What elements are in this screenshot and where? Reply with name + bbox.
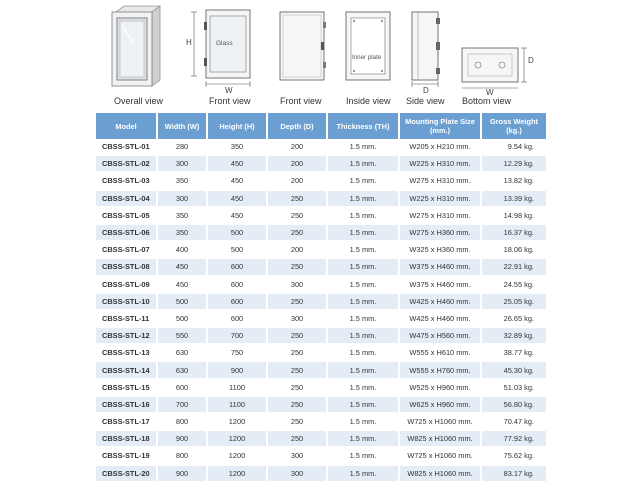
- weight-cell: 13.39 kg.: [482, 191, 546, 208]
- bottom-view-caption: Bottom view: [462, 96, 512, 106]
- table-row: [96, 311, 546, 328]
- weight-cell: 25.05 kg.: [482, 294, 546, 311]
- header-depth: Depth (D): [268, 113, 328, 139]
- thickness-cell: 1.5 mm.: [328, 242, 400, 259]
- header-gross-weight: Gross Weight (kg.): [482, 113, 546, 139]
- thickness-cell: 1.5 mm.: [328, 414, 400, 431]
- mounting-plate-cell: W725 x H1060 mm.: [400, 414, 482, 431]
- thickness-cell: 1.5 mm.: [328, 208, 400, 225]
- height-cell: 1100: [208, 397, 268, 414]
- height-cell: 750: [208, 345, 268, 362]
- thickness-cell: 1.5 mm.: [328, 156, 400, 173]
- thickness-cell: 1.5 mm.: [328, 311, 400, 328]
- table-row: [96, 225, 546, 242]
- width-cell: 400: [158, 242, 208, 259]
- weight-cell: 12.29 kg.: [482, 156, 546, 173]
- height-cell: 500: [208, 242, 268, 259]
- depth-cell: 200: [268, 242, 328, 259]
- thickness-cell: 1.5 mm.: [328, 225, 400, 242]
- table-row: [96, 328, 546, 345]
- weight-cell: 22.91 kg.: [482, 259, 546, 276]
- model-cell: CBSS-STL-10: [96, 294, 158, 311]
- depth-cell: 200: [268, 156, 328, 173]
- thickness-cell: 1.5 mm.: [328, 259, 400, 276]
- thickness-cell: 1.5 mm.: [328, 173, 400, 190]
- table-row: [96, 362, 546, 379]
- depth-cell: 250: [268, 345, 328, 362]
- model-cell: CBSS-STL-09: [96, 277, 158, 294]
- width-dimension-label: W: [225, 86, 233, 95]
- table-row: [96, 448, 546, 465]
- width-cell: 350: [158, 208, 208, 225]
- weight-cell: 38.77 kg.: [482, 345, 546, 362]
- model-cell: CBSS-STL-11: [96, 311, 158, 328]
- width-cell: 300: [158, 191, 208, 208]
- mounting-plate-cell: W825 x H1060 mm.: [400, 431, 482, 448]
- weight-cell: 32.89 kg.: [482, 328, 546, 345]
- glass-label: Glass: [216, 40, 233, 47]
- thickness-cell: 1.5 mm.: [328, 362, 400, 379]
- table-row: [96, 466, 546, 483]
- model-cell: CBSS-STL-07: [96, 242, 158, 259]
- model-cell: CBSS-STL-18: [96, 431, 158, 448]
- width-cell: 450: [158, 259, 208, 276]
- front-view-glass-illustration: [186, 4, 258, 94]
- height-cell: 1200: [208, 466, 268, 483]
- width-cell: 500: [158, 294, 208, 311]
- front-view-illustration: [276, 4, 330, 84]
- table-row: [96, 380, 546, 397]
- header-thickness: Thickness (TH): [328, 113, 400, 139]
- depth-cell: 250: [268, 380, 328, 397]
- height-cell: 1200: [208, 414, 268, 431]
- thickness-cell: 1.5 mm.: [328, 277, 400, 294]
- depth-cell: 300: [268, 311, 328, 328]
- width-cell: 450: [158, 277, 208, 294]
- depth-cell: 200: [268, 173, 328, 190]
- mounting-plate-cell: W275 x H360 mm.: [400, 225, 482, 242]
- mounting-plate-cell: W325 x H360 mm.: [400, 242, 482, 259]
- table-row: [96, 156, 546, 173]
- specification-table: [96, 113, 546, 483]
- table-row: [96, 294, 546, 311]
- front-view-glass-caption: Front view: [209, 96, 251, 106]
- weight-cell: 13.82 kg.: [482, 173, 546, 190]
- depth-cell: 300: [268, 448, 328, 465]
- width-cell: 900: [158, 466, 208, 483]
- table-row: [96, 277, 546, 294]
- weight-cell: 45.30 kg.: [482, 362, 546, 379]
- height-cell: 1100: [208, 380, 268, 397]
- height-cell: 1200: [208, 431, 268, 448]
- mounting-plate-cell: W425 x H460 mm.: [400, 311, 482, 328]
- width-cell: 630: [158, 345, 208, 362]
- thickness-cell: 1.5 mm.: [328, 345, 400, 362]
- width-cell: 700: [158, 397, 208, 414]
- height-cell: 900: [208, 362, 268, 379]
- table-row: [96, 139, 546, 156]
- height-cell: 600: [208, 294, 268, 311]
- bottom-width-dimension-label: W: [486, 88, 494, 97]
- height-cell: 450: [208, 173, 268, 190]
- model-cell: CBSS-STL-13: [96, 345, 158, 362]
- weight-cell: 9.54 kg.: [482, 139, 546, 156]
- height-cell: 600: [208, 277, 268, 294]
- weight-cell: 51.03 kg.: [482, 380, 546, 397]
- weight-cell: 56.80 kg.: [482, 397, 546, 414]
- weight-cell: 16.37 kg.: [482, 225, 546, 242]
- mounting-plate-cell: W525 x H960 mm.: [400, 380, 482, 397]
- width-cell: 800: [158, 414, 208, 431]
- height-cell: 500: [208, 225, 268, 242]
- depth-cell: 250: [268, 414, 328, 431]
- mounting-plate-cell: W275 x H310 mm.: [400, 208, 482, 225]
- header-mounting-plate: Mounting Plate Size (mm.): [400, 113, 482, 139]
- model-cell: CBSS-STL-06: [96, 225, 158, 242]
- mounting-plate-cell: W425 x H460 mm.: [400, 294, 482, 311]
- table-header-row: [96, 113, 546, 139]
- model-cell: CBSS-STL-05: [96, 208, 158, 225]
- weight-cell: 18.06 kg.: [482, 242, 546, 259]
- width-cell: 500: [158, 311, 208, 328]
- weight-cell: 77.92 kg.: [482, 431, 546, 448]
- width-cell: 600: [158, 380, 208, 397]
- table-row: [96, 397, 546, 414]
- mounting-plate-cell: W555 x H760 mm.: [400, 362, 482, 379]
- depth-cell: 250: [268, 191, 328, 208]
- thickness-cell: 1.5 mm.: [328, 328, 400, 345]
- header-width: Width (W): [158, 113, 208, 139]
- side-view-illustration: [404, 4, 450, 95]
- depth-cell: 250: [268, 259, 328, 276]
- model-cell: CBSS-STL-17: [96, 414, 158, 431]
- height-cell: 450: [208, 156, 268, 173]
- model-cell: CBSS-STL-04: [96, 191, 158, 208]
- table-row: [96, 191, 546, 208]
- width-cell: 800: [158, 448, 208, 465]
- header-model: Model: [96, 113, 158, 139]
- width-cell: 350: [158, 225, 208, 242]
- model-cell: CBSS-STL-14: [96, 362, 158, 379]
- weight-cell: 14.98 kg.: [482, 208, 546, 225]
- header-height: Height (H): [208, 113, 268, 139]
- height-cell: 700: [208, 328, 268, 345]
- depth-cell: 250: [268, 225, 328, 242]
- inside-view-illustration: [342, 4, 396, 84]
- mounting-plate-cell: W225 x H310 mm.: [400, 191, 482, 208]
- height-cell: 600: [208, 259, 268, 276]
- thickness-cell: 1.5 mm.: [328, 431, 400, 448]
- model-cell: CBSS-STL-15: [96, 380, 158, 397]
- model-cell: CBSS-STL-16: [96, 397, 158, 414]
- width-cell: 280: [158, 139, 208, 156]
- mounting-plate-cell: W625 x H960 mm.: [400, 397, 482, 414]
- model-cell: CBSS-STL-01: [96, 139, 158, 156]
- depth-cell: 300: [268, 466, 328, 483]
- mounting-plate-cell: W725 x H1060 mm.: [400, 448, 482, 465]
- thickness-cell: 1.5 mm.: [328, 448, 400, 465]
- model-cell: CBSS-STL-02: [96, 156, 158, 173]
- height-cell: 450: [208, 208, 268, 225]
- width-cell: 630: [158, 362, 208, 379]
- mounting-plate-cell: W375 x H460 mm.: [400, 277, 482, 294]
- table-row: [96, 414, 546, 431]
- weight-cell: 24.55 kg.: [482, 277, 546, 294]
- mounting-plate-cell: W275 x H310 mm.: [400, 173, 482, 190]
- inner-plate-label: Inner plate: [352, 54, 382, 61]
- depth-cell: 300: [268, 277, 328, 294]
- inside-view-caption: Inside view: [346, 96, 391, 106]
- height-dimension-label: H: [186, 38, 192, 47]
- product-views: [0, 0, 622, 112]
- model-cell: CBSS-STL-08: [96, 259, 158, 276]
- thickness-cell: 1.5 mm.: [328, 139, 400, 156]
- depth-cell: 200: [268, 139, 328, 156]
- depth-cell: 250: [268, 328, 328, 345]
- depth-cell: 250: [268, 431, 328, 448]
- front-view-caption: Front view: [280, 96, 322, 106]
- height-cell: 350: [208, 139, 268, 156]
- thickness-cell: 1.5 mm.: [328, 397, 400, 414]
- table-body: [96, 139, 546, 483]
- depth-cell: 250: [268, 362, 328, 379]
- mounting-plate-cell: W375 x H460 mm.: [400, 259, 482, 276]
- depth-cell: 250: [268, 397, 328, 414]
- thickness-cell: 1.5 mm.: [328, 380, 400, 397]
- weight-cell: 75.62 kg.: [482, 448, 546, 465]
- model-cell: CBSS-STL-20: [96, 466, 158, 483]
- thickness-cell: 1.5 mm.: [328, 466, 400, 483]
- overall-view-illustration: [108, 4, 164, 90]
- width-cell: 550: [158, 328, 208, 345]
- side-view-caption: Side view: [406, 96, 445, 106]
- table-row: [96, 259, 546, 276]
- width-cell: 350: [158, 173, 208, 190]
- mounting-plate-cell: W555 x H610 mm.: [400, 345, 482, 362]
- model-cell: CBSS-STL-03: [96, 173, 158, 190]
- table-row: [96, 431, 546, 448]
- mounting-plate-cell: W205 x H210 mm.: [400, 139, 482, 156]
- model-cell: CBSS-STL-12: [96, 328, 158, 345]
- depth-cell: 250: [268, 208, 328, 225]
- weight-cell: 83.17 kg.: [482, 466, 546, 483]
- width-cell: 900: [158, 431, 208, 448]
- model-cell: CBSS-STL-19: [96, 448, 158, 465]
- mounting-plate-cell: W825 x H1060 mm.: [400, 466, 482, 483]
- height-cell: 600: [208, 311, 268, 328]
- depth-cell: 250: [268, 294, 328, 311]
- thickness-cell: 1.5 mm.: [328, 294, 400, 311]
- table-row: [96, 173, 546, 190]
- table-row: [96, 208, 546, 225]
- height-cell: 1200: [208, 448, 268, 465]
- height-cell: 450: [208, 191, 268, 208]
- weight-cell: 26.65 kg.: [482, 311, 546, 328]
- overall-view-caption: Overall view: [114, 96, 164, 106]
- bottom-view-illustration: [458, 4, 538, 97]
- thickness-cell: 1.5 mm.: [328, 191, 400, 208]
- mounting-plate-cell: W475 x H560 mm.: [400, 328, 482, 345]
- depth-dimension-label: D: [423, 86, 429, 95]
- weight-cell: 70.47 kg.: [482, 414, 546, 431]
- mounting-plate-cell: W225 x H310 mm.: [400, 156, 482, 173]
- width-cell: 300: [158, 156, 208, 173]
- table-row: [96, 242, 546, 259]
- bottom-depth-dimension-label: D: [528, 56, 534, 65]
- table-row: [96, 345, 546, 362]
